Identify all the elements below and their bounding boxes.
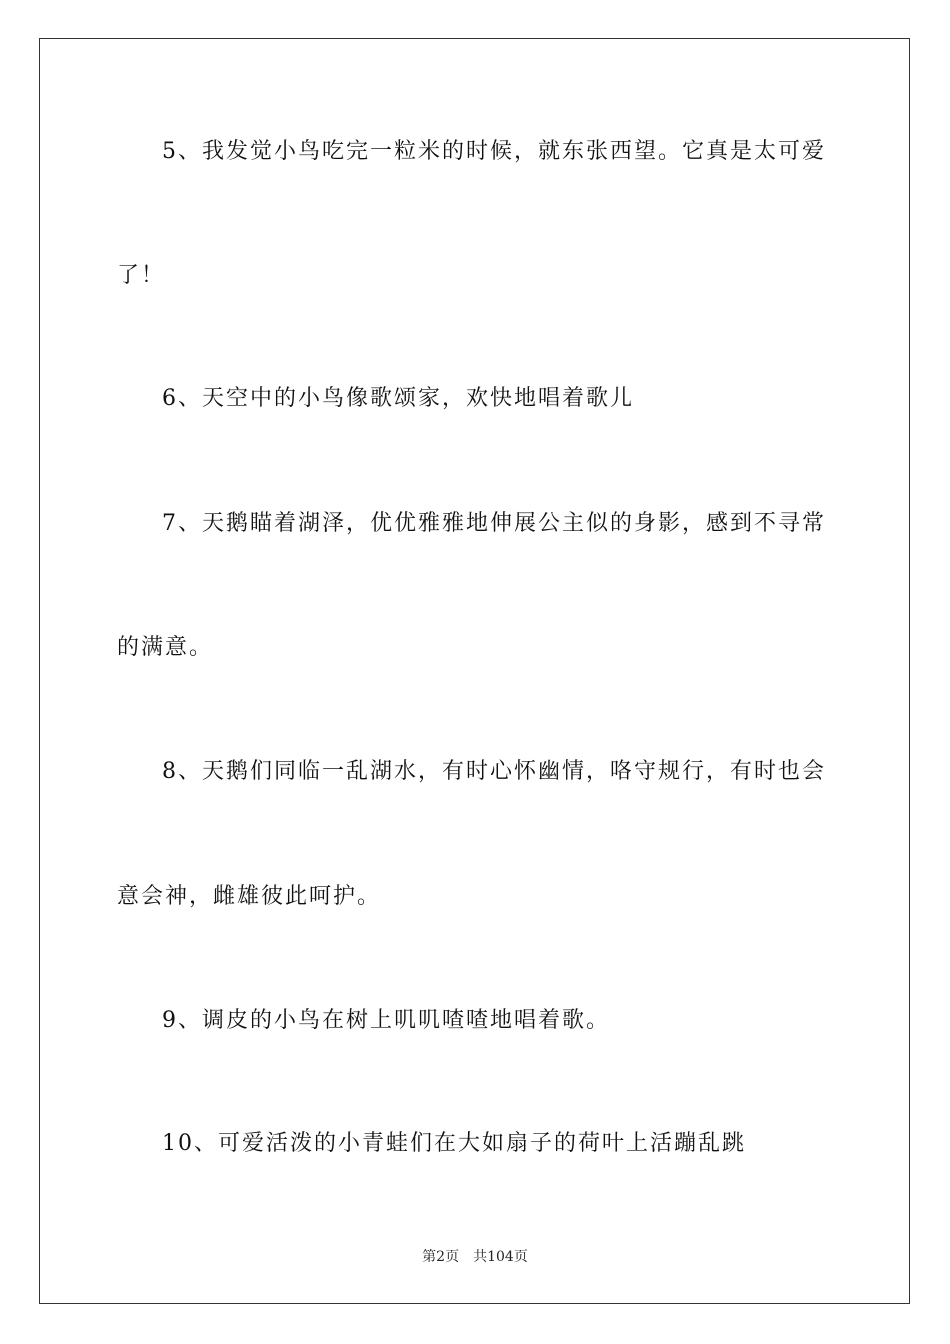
page-total: 共104页 [473,1249,528,1265]
paragraph-5-line-1: 5、我发觉小鸟吃完一粒米的时候，就东张西望。它真是太可爱 [162,139,826,164]
paragraph-8-line-2: 意会神，雌雄彼此呵护。 [117,884,382,909]
paragraph-10-line-1: 10、可爱活泼的小青蛙们在大如扇子的荷叶上活蹦乱跳 [162,1131,746,1156]
page-number: 第2页 [422,1249,460,1265]
paragraph-7-line-1: 7、天鹅瞄着湖泽，优优雅雅地伸展公主似的身影，感到不寻常 [162,511,826,536]
paragraph-9-line-1: 9、调皮的小鸟在树上叽叽喳喳地唱着歌。 [162,1008,610,1033]
page-footer [0,1248,950,1266]
page-border [39,38,910,1304]
paragraph-8-line-1: 8、天鹅们同临一乱湖水，有时心怀幽情，咯守规行，有时也会 [162,759,826,784]
paragraph-6-line-1: 6、天空中的小鸟像歌颂家，欢快地唱着歌儿 [162,386,634,411]
paragraph-5-line-2: 了！ [117,263,166,288]
paragraph-7-line-2: 的满意。 [117,635,214,660]
